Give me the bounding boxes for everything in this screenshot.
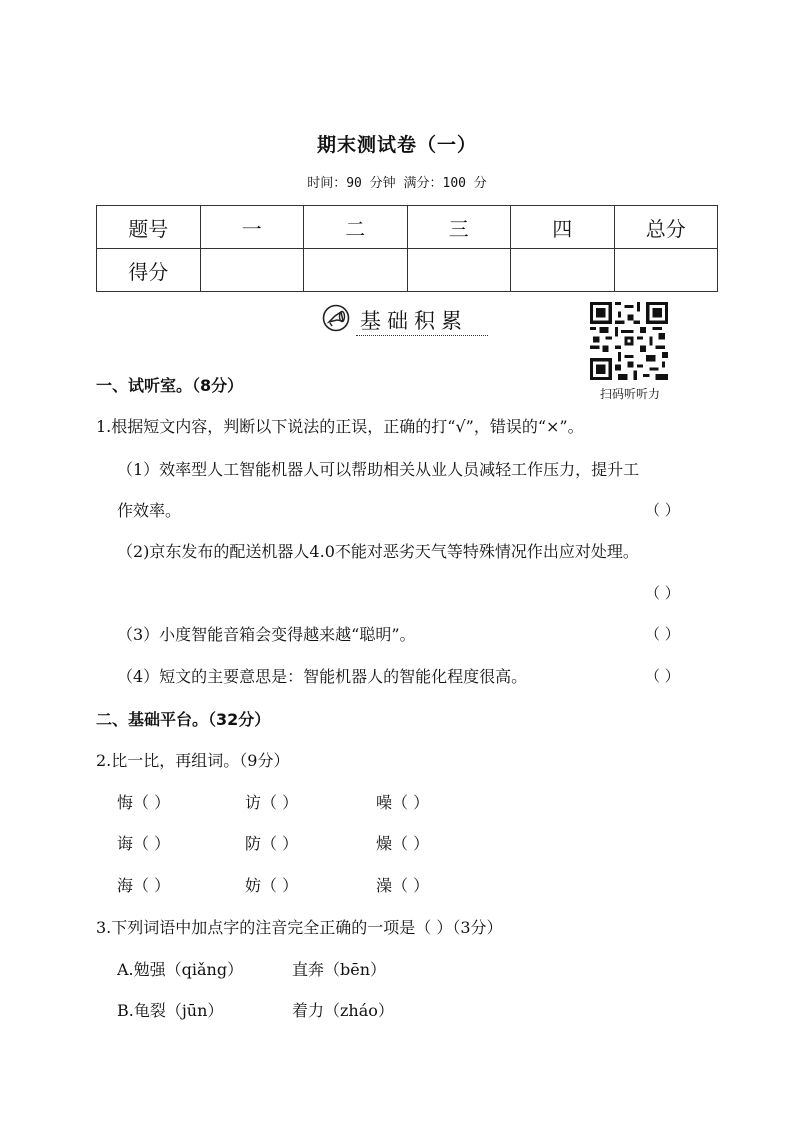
- section-heading: 二、基础平台。（32分）: [96, 710, 271, 729]
- question-stem: 3.下列词语中加点字的注音完全正确的一项是（ ）（3分）: [96, 918, 503, 937]
- banner-underline: [356, 335, 488, 336]
- option-item[interactable]: 直奔（bēn）: [292, 960, 387, 979]
- question-stem: 2.比一比，再组词。（9分）: [96, 751, 290, 770]
- table-row: [97, 249, 718, 292]
- table-header-cell: 二: [304, 206, 408, 249]
- score-cell[interactable]: [304, 249, 408, 292]
- table-header-cell: 三: [407, 206, 511, 249]
- word-item[interactable]: 悔（ ）: [117, 793, 171, 812]
- statement-text: （2)京东发布的配送机器人4.0不能对恶劣天气等特殊情况作出应对处理。: [117, 542, 639, 561]
- table-header-cell: 一: [200, 206, 304, 249]
- qr-caption: 扫码听听力: [599, 387, 660, 401]
- table-header-cell: 总分: [614, 206, 718, 249]
- exam-info: 时间：90 分钟 满分：100 分: [307, 176, 487, 191]
- page-title: 期末测试卷（一）: [316, 134, 477, 156]
- score-cell[interactable]: [200, 249, 304, 292]
- statement-text: （3）小度智能音箱会变得越来越“聪明”。: [117, 625, 416, 644]
- score-cell[interactable]: [511, 249, 615, 292]
- trumpet-icon: [322, 304, 350, 332]
- word-item[interactable]: 防（ ）: [245, 834, 299, 853]
- option-item[interactable]: B.龟裂（jūn）: [117, 1001, 224, 1020]
- score-cell[interactable]: [407, 249, 511, 292]
- answer-blank[interactable]: （ ）: [645, 584, 680, 602]
- table-header-cell: 四: [511, 206, 615, 249]
- answer-blank[interactable]: （ ）: [645, 667, 680, 685]
- section-banner: [322, 304, 490, 336]
- score-table: [96, 205, 718, 292]
- section-heading: 一、试听室。（8分）: [96, 376, 244, 395]
- word-item[interactable]: 妨（ ）: [245, 876, 299, 895]
- word-item[interactable]: 噪（ ）: [376, 793, 430, 812]
- score-cell[interactable]: [614, 249, 718, 292]
- statement-text: （1）效率型人工智能机器人可以帮助相关从业人员减轻工作压力，提升工: [117, 460, 640, 479]
- table-header-cell: 题号: [97, 206, 201, 249]
- statement-text: （4）短文的主要意思是：智能机器人的智能化程度很高。: [117, 667, 528, 686]
- question-stem: 1.根据短文内容，判断以下说法的正误，正确的打“√”，错误的“×”。: [96, 417, 584, 436]
- word-item[interactable]: 诲（ ）: [117, 834, 171, 853]
- banner-label: 基础积累: [360, 309, 468, 333]
- option-item[interactable]: A.勉强（qiǎng）: [117, 960, 244, 979]
- word-item[interactable]: 海（ ）: [117, 876, 171, 895]
- score-row-label: 得分: [97, 249, 201, 292]
- table-row: [97, 206, 718, 249]
- answer-blank[interactable]: （ ）: [645, 501, 680, 519]
- qr-code[interactable]: [590, 302, 668, 380]
- option-item[interactable]: 着力（zháo）: [292, 1001, 394, 1020]
- word-item[interactable]: 澡（ ）: [376, 876, 430, 895]
- answer-blank[interactable]: （ ）: [645, 625, 680, 643]
- word-item[interactable]: 访（ ）: [245, 793, 299, 812]
- word-item[interactable]: 燥（ ）: [376, 834, 430, 853]
- statement-text: 作效率。: [117, 501, 182, 520]
